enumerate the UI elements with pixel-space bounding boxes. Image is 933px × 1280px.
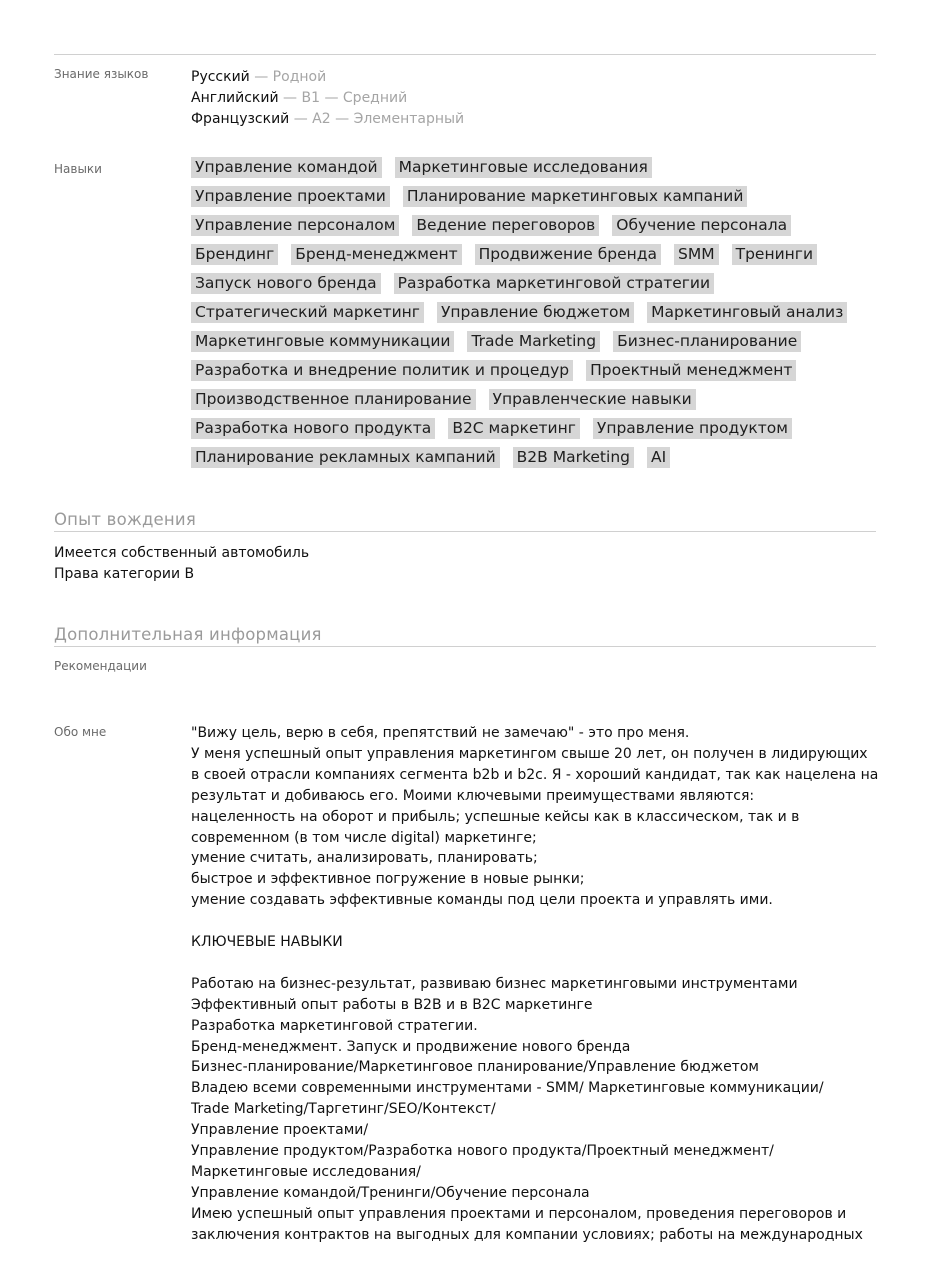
- about-line: быстрое и эффективное погружение в новые рынки;: [191, 871, 585, 888]
- about-line: результат и добиваюсь его. Моими ключевыми преимуществами являются:: [191, 787, 755, 804]
- skill-tag: Маркетинговые исследования: [395, 157, 652, 178]
- language-item: Английский — B1 — Средний: [191, 90, 408, 106]
- driving-section-title: Опыт вождения: [54, 510, 196, 529]
- skill-tag: B2B Marketing: [513, 447, 634, 468]
- skill-tag: Брендинг: [191, 244, 278, 265]
- skill-tag: Разработка маркетинговой стратегии: [394, 273, 714, 294]
- about-line: Бренд-менеджмент. Запуск и продвижение нового бренда: [191, 1038, 631, 1055]
- skill-tag: Управление продуктом: [593, 418, 792, 439]
- about-label: Обо мне: [54, 725, 107, 739]
- about-line: Бизнес-планирование/Маркетинговое планирование/Управление бюджетом: [191, 1059, 759, 1076]
- driving-divider: [54, 531, 876, 532]
- skills-tag-list: [191, 157, 871, 476]
- skill-tag: Разработка и внедрение политик и процедур: [191, 360, 573, 381]
- skill-tag: B2C маркетинг: [448, 418, 580, 439]
- languages-list: [191, 67, 464, 130]
- driving-line: Права категории B: [54, 566, 195, 582]
- language-item: Французский — A2 — Элементарный: [191, 111, 465, 127]
- about-line: Управление командой/Тренинги/Обучение персонала: [191, 1184, 590, 1201]
- recommendations-label: Рекомендации: [54, 659, 147, 673]
- skill-tag: Управление персоналом: [191, 215, 399, 236]
- about-line: [191, 953, 871, 974]
- about-line: "Вижу цель, верю в себя, препятствий не замечаю" - это про меня.: [191, 725, 690, 741]
- about-line: Работаю на бизнес-результат, развиваю бизнес маркетинговыми инструментами: [191, 975, 798, 992]
- skill-tag: Управление командой: [191, 157, 382, 178]
- skill-tag: Запуск нового бренда: [191, 273, 381, 294]
- skill-tag: Планирование маркетинговых кампаний: [403, 186, 748, 207]
- driving-info: [54, 543, 309, 585]
- about-line: Управление продуктом/Разработка нового продукта/Проектный менеджмент/: [191, 1143, 774, 1160]
- about-line: современном (в том числе digital) маркетинге;: [191, 829, 537, 846]
- skill-tag: Ведение переговоров: [412, 215, 599, 236]
- skill-tag: Тренинги: [732, 244, 817, 265]
- skills-label: Навыки: [54, 162, 102, 176]
- about-line: Эффективный опыт работы в B2B и в B2C маркетинге: [191, 996, 593, 1013]
- skill-tag: Управление проектами: [191, 186, 390, 207]
- skill-tag: SMM: [674, 244, 719, 265]
- skill-tag: Маркетинговые коммуникации: [191, 331, 454, 352]
- about-line: Trade Marketing/Таргетинг/SEO/Контекст/: [191, 1101, 496, 1118]
- skill-tag: Разработка нового продукта: [191, 418, 435, 439]
- languages-label: Знание языков: [54, 67, 149, 81]
- skill-tag: Планирование рекламных кампаний: [191, 447, 500, 468]
- about-line: заключения контрактов на выгодных для компании условиях; работы на международных: [191, 1226, 863, 1243]
- additional-section-title: Дополнительная информация: [54, 625, 322, 644]
- about-line: нацеленность на оборот и прибыль; успешные кейсы как в классическом, так и в: [191, 808, 800, 825]
- about-line: умение создавать эффективные команды под цели проекта и управлять ими.: [191, 892, 773, 909]
- driving-line: Имеется собственный автомобиль: [54, 545, 310, 561]
- skill-tag: Trade Marketing: [467, 331, 600, 352]
- language-item: Русский — Родной: [191, 69, 327, 85]
- about-text: [191, 723, 879, 1246]
- skill-tag: AI: [647, 447, 670, 468]
- skill-tag: Стратегический маркетинг: [191, 302, 424, 323]
- skill-tag: Бренд-менеджмент: [291, 244, 461, 265]
- additional-divider: [54, 646, 876, 647]
- about-line: Имею успешный опыт управления проектами и персоналом, проведения переговоров и: [191, 1205, 847, 1222]
- skill-tag: Управленческие навыки: [489, 389, 696, 410]
- about-line: Разработка маркетинговой стратегии.: [191, 1017, 478, 1034]
- skill-tag: Управление бюджетом: [437, 302, 634, 323]
- skill-tag: Маркетинговый анализ: [647, 302, 847, 323]
- skill-tag: Производственное планирование: [191, 389, 476, 410]
- about-line: КЛЮЧЕВЫЕ НАВЫКИ: [191, 934, 343, 951]
- about-line: в своей отрасли компаниях сегмента b2b и b2c. Я - хороший кандидат, так как нацелена на: [191, 766, 879, 783]
- about-line: Управление проектами/: [191, 1122, 369, 1139]
- top-divider: [54, 54, 876, 55]
- skill-tag: Бизнес-планирование: [613, 331, 801, 352]
- about-line: [191, 911, 871, 932]
- skill-tag: Обучение персонала: [612, 215, 791, 236]
- about-line: умение считать, анализировать, планировать;: [191, 850, 538, 867]
- about-line: Маркетинговые исследования/: [191, 1164, 421, 1180]
- skill-tag: Продвижение бренда: [475, 244, 661, 265]
- about-line: Владею всеми современными инструментами - SMM/ Маркетинговые коммуникации/: [191, 1080, 824, 1097]
- skill-tag: Проектный менеджмент: [586, 360, 796, 381]
- about-line: У меня успешный опыт управления маркетингом свыше 20 лет, он получен в лидирующих: [191, 745, 868, 762]
